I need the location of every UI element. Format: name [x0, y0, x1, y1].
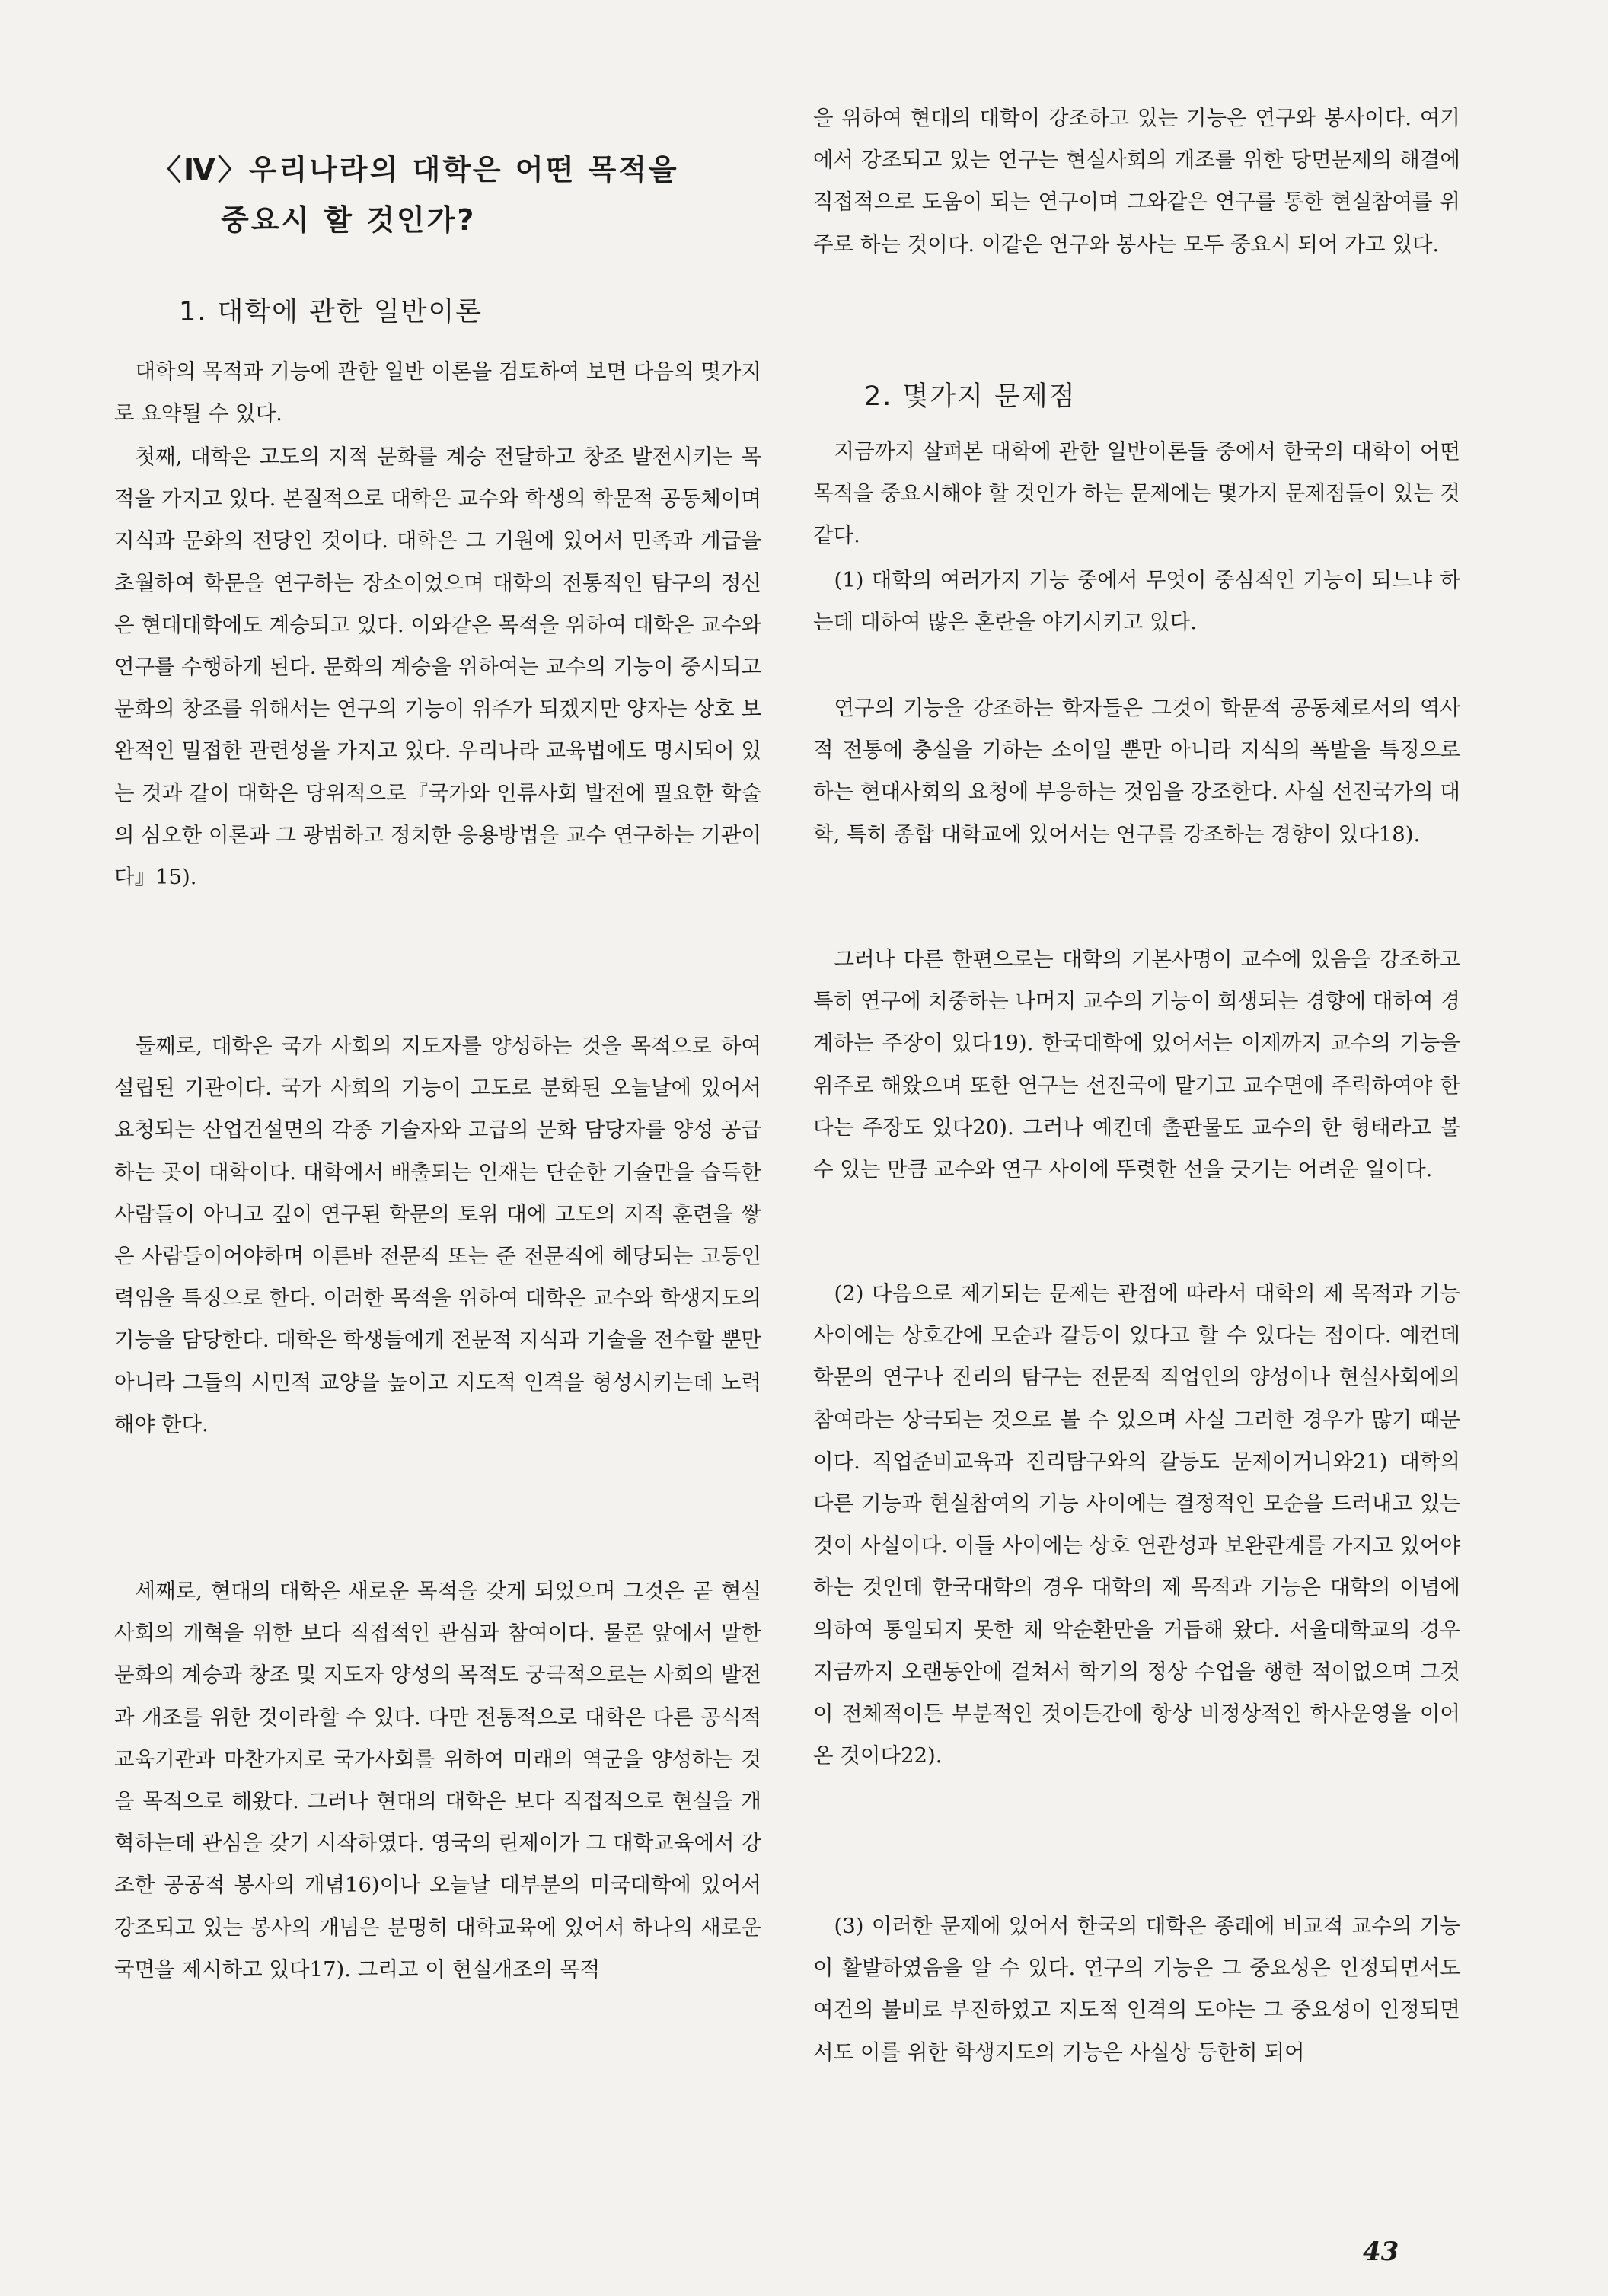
section-title-line1: 〈Ⅳ〉우리나라의 대학은 어떤 목적을 [152, 153, 679, 187]
paragraph-problem-2: (2) 다음으로 제기되는 문제는 관점에 따라서 대학의 제 목적과 기능 사이에는 상호간에 모순과 갈등이 있다고 할 수 있다는 점이다. 예컨데 학문의 연구나 진리의 탐구는 전문적 직업인의 양성이나 현실사회에의 참여라는 상극되는 것으로 볼 수 있으며 사실 그러한 경우가 많기 때문이다. 직업준비교육과 진리탐구와의 갈등도 문제이거니와21) 대학의 다른 기능과 현실참여의 기능 사이에는 결정적인 모순을 드러내고 있는 것이 사실이다. 이들 사이에는 상호 연관성과 보완관계를 가지고 있어야 하는 것인데 한국대학의 경우 대학의 제 목적과 기능은 대학의 이념에 의하여 통일되지 못한 채 악순환만을 거듭해 왔다. 서울대학교의 경우 지금까지 오랜동안에 걸쳐서 학기의 정상 수업을 행한 적이없으며 그것이 전체적이든 부분적인 것이든간에 항상 비정상적인 학사운영을 이어온 것이다22). [813, 1281, 1460, 1768]
paragraph-problem-3: (3) 이러한 문제에 있어서 한국의 대학은 종래에 비교적 교수의 기능이 활발하였음을 알 수 있다. 연구의 기능은 그 중요성은 인정되면서도 여건의 불비로 부진하였고 지도적 인격의 도야는 그 중요성이 인정되면서도 이를 위한 학생지도의 기능은 사실상 등한히 되어 [813, 1914, 1460, 2065]
paragraph-problem-1: (1) 대학의 여러가지 기능 중에서 무엇이 중심적인 기능이 되느냐 하는데 대하여 많은 혼란을 야기시키고 있다. [813, 568, 1460, 635]
subsection-heading-problems: 2. 몇가지 문제점 [864, 381, 1077, 412]
paragraph-teaching-emphasis: 그러나 다른 한편으로는 대학의 기본사명이 교수에 있음을 강조하고 특히 연구에 치중하는 나머지 교수의 기능이 희생되는 경향에 대하여 경계하는 주장이 있다19). 한국대학에 있어서는 이제까지 교수의 기능을 위주로 해왔으며 또한 연구는 선진국에 맡기고 교수면에 주력하여야 한다는 주장도 있다20). 그러나 예컨데 출판물도 교수의 한 형태라고 볼 수 있는 만큼 교수와 연구 사이에 뚜렷한 선을 긋기는 어려운 일이다. [813, 947, 1460, 1182]
paragraph-problems-intro: 지금까지 살펴본 대학에 관한 일반이론들 중에서 한국의 대학이 어떤 목적을 중요시해야 할 것인가 하는 문제에는 몇가지 문제점들이 있는 것같다. [813, 439, 1460, 548]
section-title-line2: 중요시 할 것인가? [221, 203, 477, 237]
paragraph-research-emphasis: 연구의 기능을 강조하는 학자들은 그것이 학문적 공동체로서의 역사적 전통에 충실을 기하는 소이일 뿐만 아니라 지식의 폭발을 특징으로 하는 현대사회의 요청에 부응하는 것임을 강조한다. 사실 선진국가의 대학, 특히 종합 대학교에 있어서는 연구를 강조하는 경향이 있다18). [813, 696, 1460, 847]
paragraph-second-purpose: 둘째로, 대학은 국가 사회의 지도자를 양성하는 것을 목적으로 하여 설립된 기관이다. 국가 사회의 기능이 고도로 분화된 오늘날에 있어서 요청되는 산업건설면의 각종 기술자와 고급의 문화 담당자를 양성 공급하는 곳이 대학이다. 대학에서 배출되는 인재는 단순한 기술만을 습득한 사람들이 아니고 깊이 연구된 학문의 토위 대에 고도의 지적 훈련을 쌓은 사람들이어야하며 이른바 전문직 또는 준 전문직에 해당되는 고등인력임을 특징으로 한다. 이러한 목적을 위하여 대학은 교수와 학생지도의 기능을 담당한다. 대학은 학생들에게 전문적 지식과 기술을 전수할 뿐만 아니라 그들의 시민적 교양을 높이고 지도적 인격을 형성시키는데 노력해야 한다. [114, 1034, 761, 1437]
subsection-heading-general-theory: 1. 대학에 관한 일반이론 [179, 297, 483, 327]
paragraph-first-purpose: 첫째, 대학은 고도의 지적 문화를 계승 전달하고 창조 발전시키는 목적을 가지고 있다. 본질적으로 대학은 교수와 학생의 학문적 공동체이며 지식과 문화의 전당인 것이다. 대학은 그 기원에 있어서 민족과 계급을 초월하여 학문을 연구하는 장소이었으며 대학의 전통적인 탐구의 정신은 현대대학에도 계승되고 있다. 이와같은 목적을 위하여 대학은 교수와 연구를 수행하게 된다. 문화의 계승을 위하여는 교수의 기능이 중시되고 문화의 창조를 위해서는 연구의 기능이 위주가 되겠지만 양자는 상호 보완적인 밀접한 관련성을 가지고 있다. 우리나라 교육법에도 명시되어 있는 것과 같이 대학은 당위적으로『국가와 인류사회 발전에 필요한 학술의 심오한 이론과 그 광범하고 정치한 응용방법을 교수 연구하는 기관이다』15). [114, 445, 761, 890]
paragraph-third-purpose-continued: 을 위하여 현대의 대학이 강조하고 있는 기능은 연구와 봉사이다. 여기에서 강조되고 있는 연구는 현실사회의 개조를 위한 당면문제의 해결에 직접적으로 도움이 되는 연구이며 그와같은 연구를 통한 현실참여를 위주로 하는 것이다. 이같은 연구와 봉사는 모두 중요시 되어 가고 있다. [813, 106, 1460, 257]
paragraph-third-purpose: 세째로, 현대의 대학은 새로운 목적을 갖게 되었으며 그것은 곧 현실 사회의 개혁을 위한 보다 직접적인 관심과 참여이다. 물론 앞에서 말한 문화의 계승과 창조 및 지도자 양성의 목적도 궁극적으로는 사회의 발전과 개조를 위한 것이라할 수 있다. 다만 전통적으로 대학은 다른 공식적 교육기관과 마찬가지로 국가사회를 위하여 미래의 역군을 양성하는 것을 목적으로 해왔다. 그러나 현대의 대학은 보다 직접적으로 현실을 개혁하는데 관심을 갖기 시작하였다. 영국의 린제이가 그 대학교육에서 강조한 공공적 봉사의 개념16)이나 오늘날 대부분의 미국대학에 있어서 강조되고 있는 봉사의 개념은 분명히 대학교육에 있어서 하나의 새로운 국면을 제시하고 있다17). 그리고 이 현실개조의 목적 [114, 1579, 761, 1982]
section-title [152, 145, 761, 245]
paragraph-intro: 대학의 목적과 기능에 관한 일반 이론을 검토하여 보면 다음의 몇가지로 요약될 수 있다. [114, 359, 761, 426]
page-number: 43 [1363, 2237, 1399, 2267]
